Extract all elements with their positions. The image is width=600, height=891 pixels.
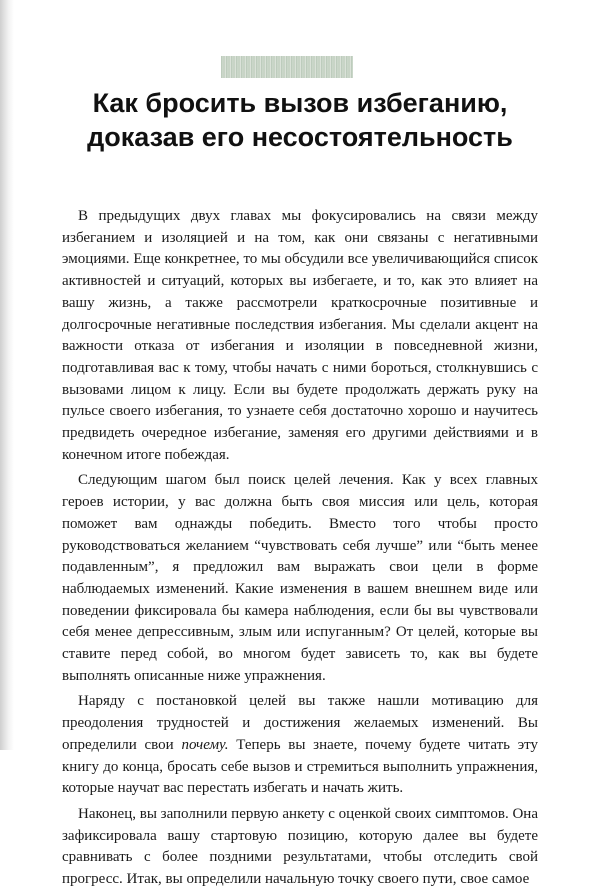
paragraph-3 [62, 691, 538, 800]
chapter-title-line-1: Как бросить вызов избеганию, [92, 88, 508, 118]
paragraph-3-text-start: Наряду с постановкой целей вы также нашли мотивацию для преодоления трудностей и достижения желаемых изменений. Вы определили свои [62, 693, 538, 753]
paragraph-4: Наконец, вы заполнили первую анкету с оценкой своих симптомов. Она зафиксировала вашу стартовую позицию, которую далее вы будете сравнивать с более поздними результатами, чтобы отследить свой прогресс. Итак, вы определили начальную точку своего пути, свое самое [62, 805, 538, 888]
page-gutter-shadow [0, 0, 14, 750]
chapter-title [40, 86, 560, 154]
chapter-header-ornament [221, 56, 353, 78]
chapter-body [62, 206, 538, 891]
paragraph-3-emphasis: почему. [181, 736, 229, 753]
paragraph-1: В предыдущих двух главах мы фокусировались на связи между избеганием и изоляцией и на том, как они связаны с негативными эмоциями. Еще конкретнее, то мы обсудили все увеличивающийся список активностей и ситуаций, которых вы избегаете, и то, как это влияет на вашу жизнь, а также рассмотрели краткосрочные позитивные и долгосрочные негативные последствия избегания. Мы сделали акцент на важности отказа от избегания и изоляции в повседневной жизни, подготавливая вас к тому, чтобы начать с ними бороться, столкнувшись с вызовами лицом к лицу. Если вы будете продолжать держать руку на пульсе своего избегания, то узнаете себя достаточно хорошо и научитесь предвидеть очередное избегание, заменяя его другими действиями и в конечном итоге побеждая. [62, 208, 538, 463]
paragraph-3-text-end: Теперь вы знаете, почему будете читать эту книгу до конца, бросать себе вызов и стремиться выполнить упражнения, которые научат вас перестать избегать и начать жить. [62, 736, 539, 797]
paragraph-2: Следующим шагом был поиск целей лечения. Как у всех главных героев истории, у вас должна быть своя миссия или цель, которая поможет вам однажды победить. Вместо того чтобы просто руководствоваться желанием “чувствовать себя лучше” или “быть менее подавленным”, я предложил вам выражать свои цели в форме наблюдаемых изменений. Какие изменения в вашем внешнем виде или поведении фиксировала бы камера наблюдения, если бы вы чувствовали себя менее депрессивным, злым или испуганным? От целей, которые вы ставите перед собой, во многом будет зависеть то, как вы будете выполнять описанные ниже упражнения. [62, 472, 538, 684]
chapter-title-line-2: доказав его несостоятельность [87, 122, 513, 152]
